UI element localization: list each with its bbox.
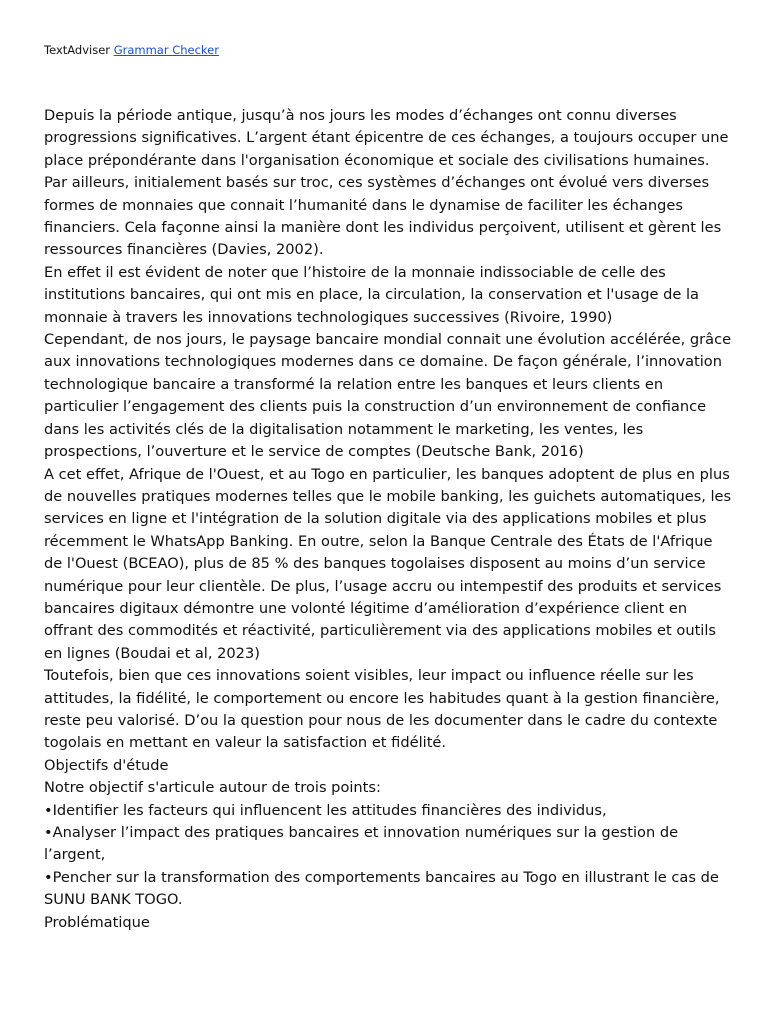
paragraph-modern-landscape: Cependant, de nos jours, le paysage bancaire mondial connait une évolution accélérée, grâce aux innovations technologiques modernes dans ce domaine. De façon générale, l’innovation technologique bancaire a transformé la relation entre les banques et leurs clients en particulier l’engagement des clients puis la construction d’un environnement de confiance dans les activités clés de la digitalisation notamment le marketing, les ventes, les prospections, l’ouverture et le service de comptes (Deutsche Bank, 2016) bbox=[44, 331, 732, 461]
section-heading-objectives: Objectifs d'étude bbox=[44, 756, 169, 774]
objective-item: •Identifier les facteurs qui influencent les attitudes financières des individus, bbox=[44, 801, 607, 819]
page-header bbox=[44, 42, 219, 58]
document-body bbox=[44, 105, 734, 934]
paragraph-history: En effet il est évident de noter que l’histoire de la monnaie indissociable de celle des institutions bancaires, qui ont mis en place, la circulation, la conservation et l'usage de la monnaie à travers les innovations technologiques successives (Rivoire, 1990) bbox=[44, 263, 699, 326]
paragraph-impact: Toutefois, bien que ces innovations soient visibles, leur impact ou influence réelle sur les attitudes, la fidélité, le comportement ou encore les habitudes quant à la gestion financière, reste peu valorisé. D’ou la question pour nous de les documenter dans le cadre du contexte togolais en mettant en valeur la satisfaction et fidélité. bbox=[44, 667, 720, 752]
paragraph-west-africa: A cet effet, Afrique de l'Ouest, et au Togo en particulier, les banques adoptent de plus en plus de nouvelles pratiques modernes telles que le mobile banking, les guichets automatiques, les services en ligne et l'intégration de la solution digitale via des applications mobiles et plus récemment le WhatsApp Banking. En outre, selon la Banque Centrale des États de l'Afrique de l'Ouest (BCEAO), plus de 85 % des banques togolaises disposent au moins d’un service numérique pour leur clientèle. De plus, l’usage accru ou intempestif des produits et services bancaires digitaux démontre une volonté légitime d’amélioration d’expérience client en offrant des commodités et réactivité, particulièrement via des applications mobiles et outils en lignes (Boudai et al, 2023) bbox=[44, 465, 732, 662]
objective-item: •Pencher sur la transformation des comportements bancaires au Togo en illustrant le cas de SUNU BANK TOGO. bbox=[44, 868, 719, 909]
paragraph-intro: Depuis la période antique, jusqu’à nos jours les modes d’échanges ont connu diverses progressions significatives. L’argent étant épicentre de ces échanges, a toujours occuper une place prépondérante dans l'organisation économique et sociale des civilisations humaines. Par ailleurs, initialement basés sur troc, ces systèmes d’échanges ont évolué vers diverses formes de monnaies que connait l’humanité dans le dynamise de faciliter les échanges financiers. Cela façonne ainsi la manière dont les individus perçoivent, utilisent et gèrent les ressources financières (Davies, 2002). bbox=[44, 107, 729, 259]
brand-name: TextAdviser bbox=[44, 43, 111, 57]
grammar-checker-link[interactable]: Grammar Checker bbox=[113, 43, 219, 57]
section-heading-problem: Problématique bbox=[44, 913, 150, 931]
objective-item: •Analyser l’impact des pratiques bancaires et innovation numériques sur la gestion de l’argent, bbox=[44, 824, 679, 864]
paragraph-objectives-intro: Notre objectif s'articule autour de trois points: bbox=[44, 779, 381, 797]
